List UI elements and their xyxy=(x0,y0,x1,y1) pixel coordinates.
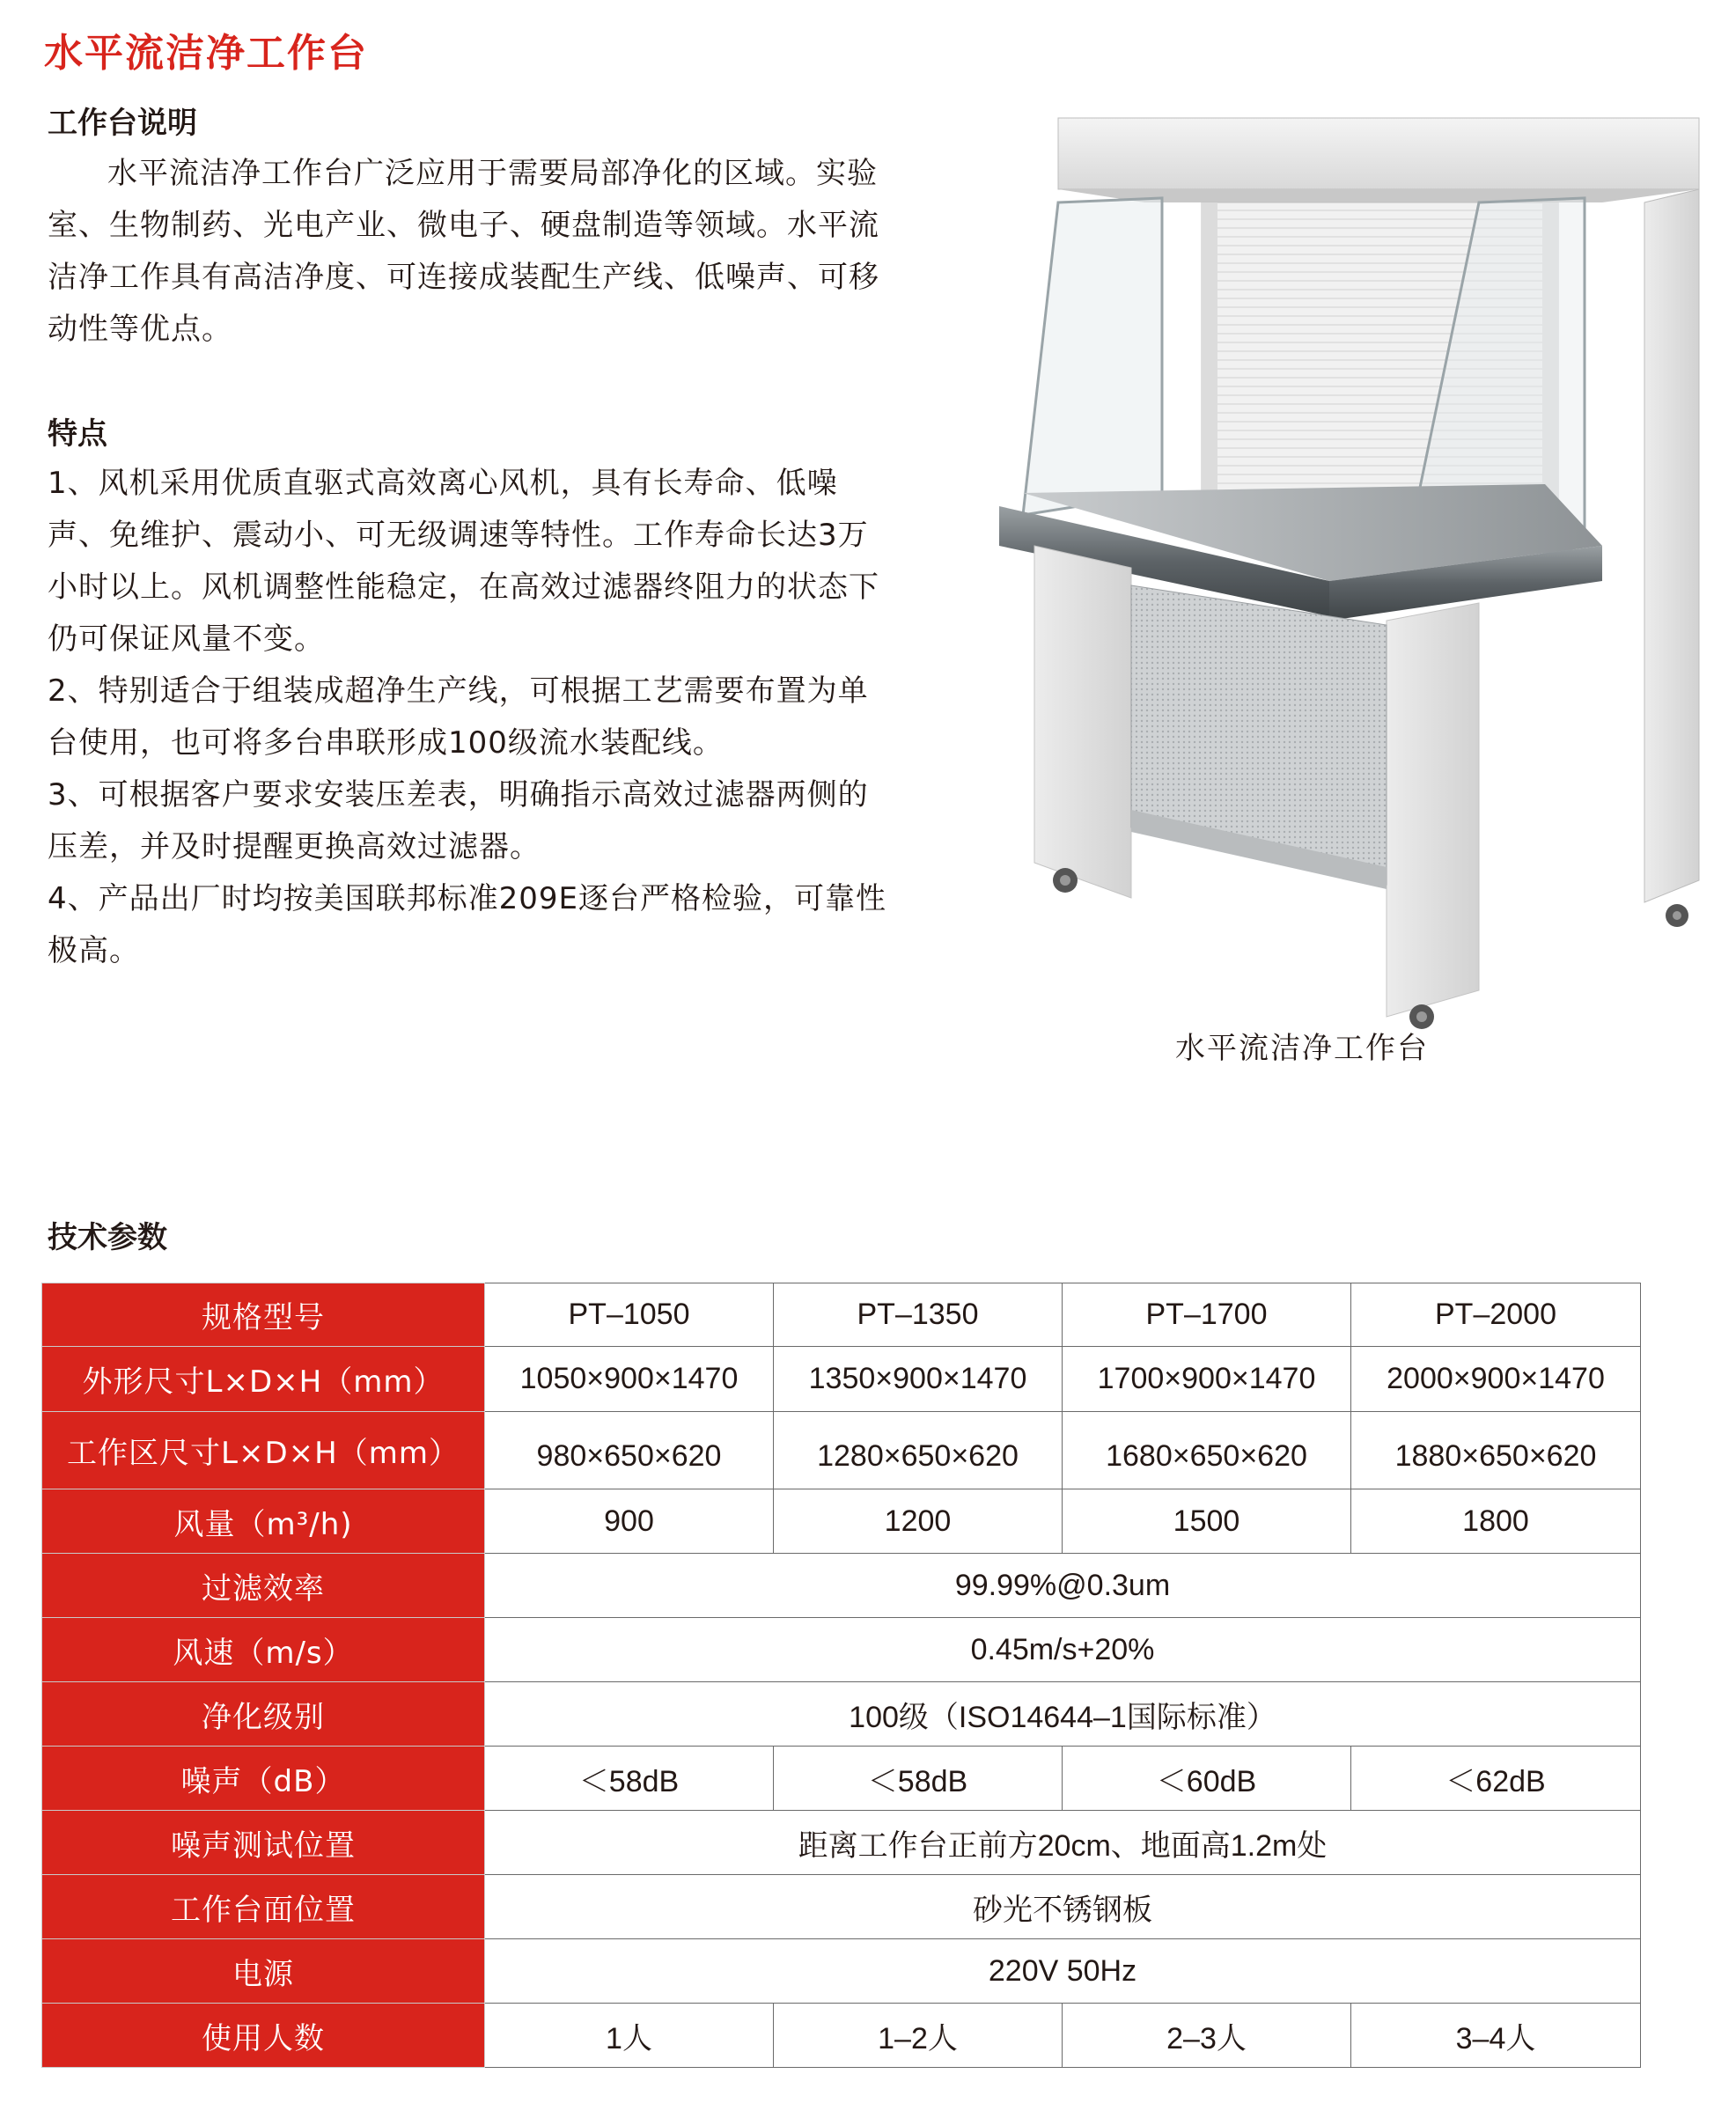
table-cell: ＜58dB xyxy=(774,1747,1063,1811)
table-cell: 砂光不锈钢板 xyxy=(485,1875,1641,1939)
table-cell: 900 xyxy=(485,1489,774,1554)
table-row xyxy=(42,1347,1641,1412)
features-list xyxy=(48,458,893,977)
feature-item-4: 4、产品出厂时均按美国联邦标准209E逐台严格检验，可靠性极高。 xyxy=(48,881,887,968)
row-label: 使用人数 xyxy=(42,2004,485,2068)
page-title: 水平流洁净工作台 xyxy=(44,31,368,76)
table-cell: 1700×900×1470 xyxy=(1063,1347,1351,1412)
table-row xyxy=(42,1618,1641,1682)
intro-text: 水平流洁净工作台广泛应用于需要局部净化的区域。实验室、生物制药、光电产业、微电子、硬盘制造等领域。水平流洁净工作具有高洁净度、可连接成装配生产线、低噪声、可移动性等优点。 xyxy=(48,156,879,347)
table-cell: PT–2000 xyxy=(1351,1283,1641,1347)
table-row xyxy=(42,1875,1641,1939)
feature-item-3: 3、可根据客户要求安装压差表，明确指示高效过滤器两侧的压差，并及时提醒更换高效过滤器。 xyxy=(48,777,869,864)
row-label: 电源 xyxy=(42,1939,485,2004)
table-cell: 2000×900×1470 xyxy=(1351,1347,1641,1412)
table-cell: 距离工作台正前方20cm、地面高1.2m处 xyxy=(485,1811,1641,1875)
feature-item-1: 1、风机采用优质直驱式高效离心风机，具有长寿命、低噪声、免维护、震动小、可无级调速等特性。工作寿命长达3万小时以上。风机调整性能稳定，在高效过滤器终阻力的状态下仍可保证风量不变。 xyxy=(48,466,879,657)
table-cell: 1280×650×620 xyxy=(774,1412,1063,1489)
table-cell: 220V 50Hz xyxy=(485,1939,1641,2004)
row-label: 噪声测试位置 xyxy=(42,1811,485,1875)
row-label: 风速（m/s） xyxy=(42,1618,485,1682)
table-row xyxy=(42,1939,1641,2004)
row-label: 过滤效率 xyxy=(42,1554,485,1618)
table-cell: 0.45m/s+20% xyxy=(485,1618,1641,1682)
table-cell: 1500 xyxy=(1063,1489,1351,1554)
table-row xyxy=(42,1489,1641,1554)
table-cell: PT–1700 xyxy=(1063,1283,1351,1347)
table-cell: PT–1350 xyxy=(774,1283,1063,1347)
table-cell: 1680×650×620 xyxy=(1063,1412,1351,1489)
row-label: 规格型号 xyxy=(42,1283,485,1347)
product-photo xyxy=(986,106,1708,1030)
feature-item-2: 2、特别适合于组装成超净生产线，可根据工艺需要布置为单台使用，也可将多台串联形成100级流水装配线。 xyxy=(48,673,869,761)
table-row xyxy=(42,1747,1641,1811)
product-caption: 水平流洁净工作台 xyxy=(1175,1031,1429,1066)
table-cell: ＜58dB xyxy=(485,1747,774,1811)
table-cell: 100级（ISO14644–1国际标准） xyxy=(485,1682,1641,1747)
spec-table xyxy=(41,1283,1641,2068)
table-row xyxy=(42,1283,1641,1347)
table-row xyxy=(42,2004,1641,2068)
row-label: 净化级别 xyxy=(42,1682,485,1747)
row-label: 外形尺寸L×D×H（mm） xyxy=(42,1347,485,1412)
table-cell: 1050×900×1470 xyxy=(485,1347,774,1412)
table-cell: 1200 xyxy=(774,1489,1063,1554)
row-label: 工作台面位置 xyxy=(42,1875,485,1939)
table-row xyxy=(42,1811,1641,1875)
table-row xyxy=(42,1682,1641,1747)
table-cell: 1880×650×620 xyxy=(1351,1412,1641,1489)
table-cell: 980×650×620 xyxy=(485,1412,774,1489)
row-label: 噪声（dB） xyxy=(42,1747,485,1811)
table-cell: 1800 xyxy=(1351,1489,1641,1554)
features-heading: 特点 xyxy=(48,416,107,452)
table-cell: ＜62dB xyxy=(1351,1747,1641,1811)
table-cell: 1350×900×1470 xyxy=(774,1347,1063,1412)
row-label: 风量（m³/h) xyxy=(42,1489,485,1554)
table-cell: PT–1050 xyxy=(485,1283,774,1347)
table-cell: 1人 xyxy=(485,2004,774,2068)
table-row xyxy=(42,1554,1641,1618)
table-cell: ＜60dB xyxy=(1063,1747,1351,1811)
table-cell: 2–3人 xyxy=(1063,2004,1351,2068)
table-cell: 99.99%@0.3um xyxy=(485,1554,1641,1618)
table-row xyxy=(42,1412,1641,1489)
specs-heading: 技术参数 xyxy=(48,1220,167,1255)
intro-heading: 工作台说明 xyxy=(48,106,197,141)
table-cell: 3–4人 xyxy=(1351,2004,1641,2068)
row-label: 工作区尺寸L×D×H（mm） xyxy=(42,1412,485,1489)
table-cell: 1–2人 xyxy=(774,2004,1063,2068)
